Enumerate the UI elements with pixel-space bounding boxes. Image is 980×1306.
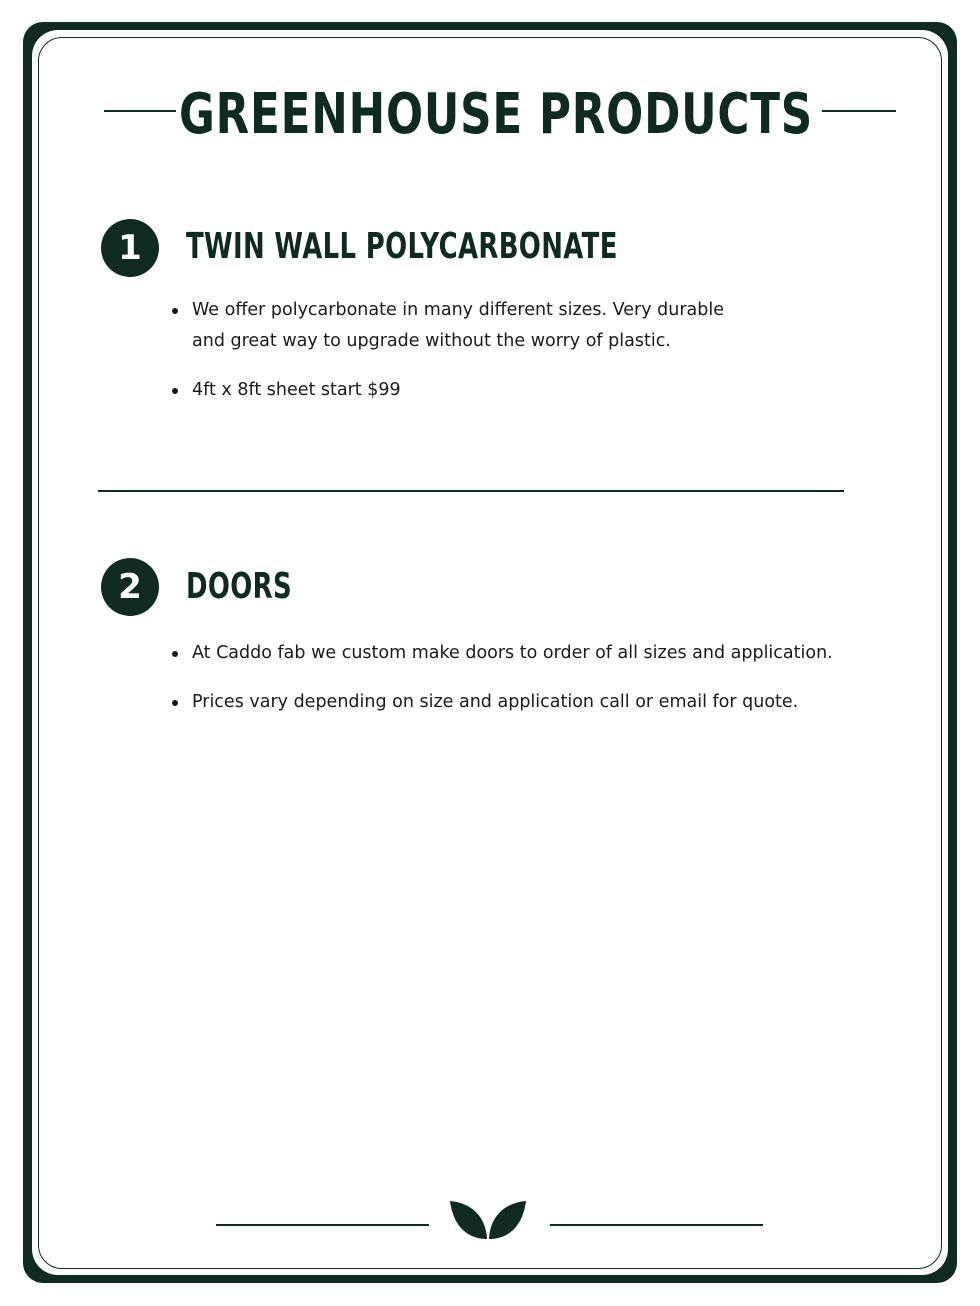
bullet-item: 4ft x 8ft sheet start $99 [172,375,752,406]
section-number-badge: 2 [101,558,159,616]
page-title: GREENHOUSE PRODUCTS [178,81,814,147]
leaf-icon [448,1197,528,1241]
section-number-badge: 1 [101,219,159,277]
bullet-item: We offer polycarbonate in many different sizes. Very durable and great way to upgrade without the worry of plastic. [172,295,752,357]
title-rule-right [822,110,896,112]
section-heading: TWIN WALL POLYCARBONATE [186,226,618,267]
bullet-item: At Caddo fab we custom make doors to order of all sizes and application. [172,638,852,669]
section-heading: DOORS [186,566,293,607]
footer-rule-left [216,1224,429,1226]
section-bullet-list [172,295,752,424]
bullet-item: Prices vary depending on size and application call or email for quote. [172,687,852,718]
section-divider [98,490,844,492]
section-bullet-list [172,638,852,736]
footer-rule-right [550,1224,763,1226]
title-rule-left [104,110,176,112]
